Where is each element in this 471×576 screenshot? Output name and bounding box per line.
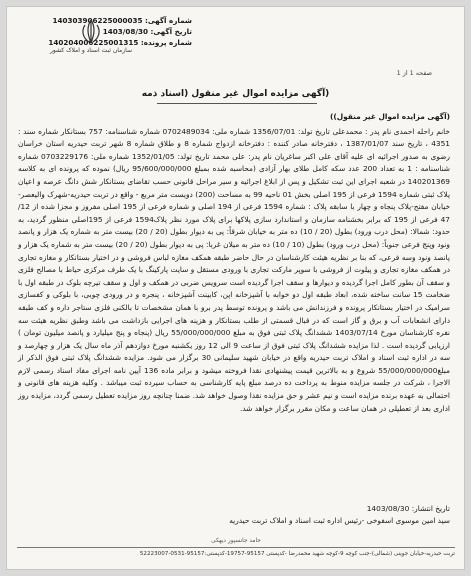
prepared-by: حامد جانسپور دیهکی [211, 538, 261, 544]
notice-subtitle: (آگهی مزایده اموال غیر منقول)) [329, 112, 450, 121]
publish-date: تاریخ انتشار: 1403/08/30 [366, 504, 450, 513]
notice-text: خانم راحله احمدی نام پدر : محمدعلی تاریخ تولد: 1356/07/01 شماره ملی: 0702489034 شماره شناسنامه: 757 بستانکار شماره سند : 4351 ، تاریخ سند 1387/01/07 ، دفترخانه صادر کننده : دفترخانه ازدواج شماره 8 و طلاق شماره 8 شهر تربت حیدریه استان خراسان رضوی به صدور اجرائیه ای علیه آقای علی اکبر ساغریان نام پدر: علی محمد تاریخ تولد: 1352/01/05 شماره ملی: 0703229176 شماره شناسنامه : 1 به تعداد 200 عدد سکه کامل طلای بهار آزادی (محاسبه شده بمبلغ 95/600/000/000 ریال) نموده که پرونده ای به کلاسه 140201369 در شعبه اجرای این ثبت تشکیل و پس از ابلاغ اجرائیه و سیر مراحل قانونی حسب تقاضای بستانکار شش دانگ عرصه و اعیان پلاک ثبتی شماره 1594 فرعی از 195 اصلی بخش 01 ناحیه 99 به مساحت (200) دویست متر مربع - واقع در تربت حیدریه-شهرک والیعصر-خیابان مفتح-پلاک پنجاه و چهار با سابقه پلاک : شماره 1594 فرعی از 194 اصلی و شماره فرعی از 195 اصلی مفروز و مجزا شده از 12/ 47 فرعی از 195 که برابر بخشنامه سازمان و استاندارد سازی پلاکها برای پلاک مورد نظر پلاک1594 فرعی از 195اصلی منظور گردید، به حدود: شمالا: (محل درب ورود) بطول (20 / 10) ده متر به خیابان شرقاً: پی به دیوار بطول (20 / 20) بیست متر به شماره یک هزار و پانصد ونود وپنج فرعی جنوباً: (محل درب ورود) بطول (10 / 10) ده متر به میلان غربا: پی به دیوار بطول (20 / 20) بیست متر به شماره یک هزار و پانصد ونود وسه فرعی، که بنا بر نظریه هیئت کارشناسان در حال حاضر طبقه همکف مغازه لباس فروشی و در اختیار بستانکار و مغازه تجاری در همکف مغازه تجاری و پیلوت از فروشی با سوپر مارکت تجاری با ورودی مستقل و سایت پارکینگ با یک طرف مرکزی حیاط با مصالح فلزی و سقف آن بطور کامل اجرا گردیده و دیوارها و سقف اجرا گردیده است سرویس ضربی در همکف و اول و سقف تیرچه بلوک در طبقه اول با ضخامت 15 سانت ساخته شده، ابعاد طبقه اول دو خوابه با آشپزخانه اپن، کابینت آشپزخانه ، پنجره و در ورودی چوبی، با بلوکی و کفسازی سرامیک در اختیار بستانکار پرونده و فرزندانش می باشد و پرونده توسط پدر برو با همان مشخصات تا بالکنی فلزی ستاجر داره و کف طبقه دارای انشعابات آب و برق و گاز است که در قبال قسمتی از طلب بستانکار و هزینه های اجرایی بازداشت می باشد وطبق نظریه هیئت سه نفره کارشناسان مورخ 1403/07/14 ششدانگ پلاک ثبتی فوق به مبلغ 55/000/000/000 ریال (پنجاه و پنج میلیارد و پانصد میلیون تومان ) ارزیابی گردیده است . لذا مزایده ششدانگ پلاک ثبتی فوق از ساعت 9 الی 12 روز یکشنبه مورخ دوازدهم آذر ماه سال یک هزار و چهارصد و سه در اداره ثبت اسناد و املاک تربت حیدریه واقع در خیابان شهید سلیمانی 30 برگزار می شود. مزایده ششدانگ پلاک ثبتی فوق الذکر از مبلغ55/000/000/000 شروع و به بالاترین قیمت پیشنهادی نقدا فروخته میشود و برابر ماده 136 آیین نامه اجرای مفاد اسناد رسمی لازم الاجرا ، شرکت در جلسه مزایده منوط به پرداخت ده درصد مبلغ پایه کارشناسی به حساب سپرده ثبت میباشد . وکلیه هزینه های قانونی و احتمالی به عهده برنده مزایده است و نیم عشر و حق مزایده نقدا وصول خواهد شد. ضمنا چنانچه روز مزایده تعطیل رسمی گردد، مزایده روز اداری بعد از تعطیلی در همان ساعت و مکان مقرر برگزار خواهد شد. [18, 126, 451, 413]
page-indicator: صفحه 1 از 1 [396, 69, 432, 77]
notice-page [6, 6, 465, 570]
ad-date: تاریخ آگهی: 1403/08/30 [102, 27, 192, 36]
org-emblem [48, 17, 134, 55]
notice-body [18, 111, 450, 417]
file-number: شماره پرونده: 140204006225001315 [48, 38, 192, 47]
title-divider [157, 103, 317, 104]
page-footer [17, 538, 455, 557]
notice-title: (آگهی مزایده اموال غیر منقول (اسناد ذمه [141, 89, 330, 99]
iran-emblem-icon [77, 17, 105, 47]
signatory: سید امین موسوی اسفوخی -رئیس اداره ثبت اسناد و املاک تربت حیدریه [229, 516, 450, 525]
signature-block [229, 503, 450, 527]
ad-number: شماره آگهی: 140303906225000035 [52, 16, 192, 25]
office-address: تربت حیدریه-خیابان جوینی (شمالی)-جنب کوچه 9-کوچه شهید محمدرضا -کدپستی 95157-19757-کدپستی:95157-0531-52223007 [139, 551, 455, 557]
org-name: سازمان ثبت اسناد و املاک کشور [49, 47, 133, 54]
